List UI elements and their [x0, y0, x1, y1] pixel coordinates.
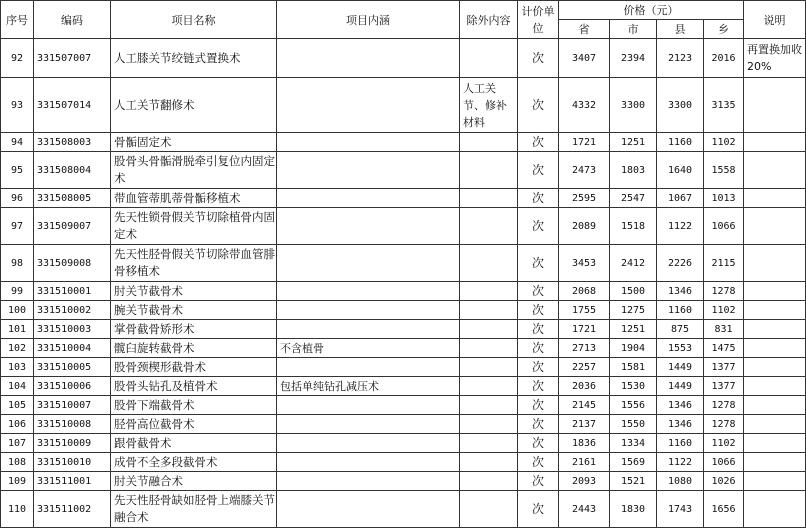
- row-code: 331510001: [34, 282, 111, 301]
- row-content: [277, 245, 460, 282]
- row-code: 331510008: [34, 415, 111, 434]
- row-price-city: 2547: [610, 189, 657, 208]
- row-name: 跟骨截骨术: [111, 434, 277, 453]
- row-price-prov: 2161: [559, 453, 610, 472]
- row-unit: 次: [518, 472, 559, 491]
- row-name: 先天性胫骨假关节切除带血管腓骨移植术: [111, 245, 277, 282]
- table-row: [1, 453, 806, 472]
- row-content: [277, 282, 460, 301]
- row-code: 331510009: [34, 434, 111, 453]
- row-note: [744, 434, 806, 453]
- row-name: 先天性锁骨假关节切除植骨内固定术: [111, 208, 277, 245]
- row-excluded: [460, 282, 518, 301]
- row-price-city: 1581: [610, 358, 657, 377]
- row-price-town: 1026: [704, 472, 744, 491]
- row-seq: 105: [1, 396, 34, 415]
- row-price-city: 1518: [610, 208, 657, 245]
- row-price-city: 1521: [610, 472, 657, 491]
- row-price-town: 1656: [704, 491, 744, 528]
- header-row: [1, 1, 806, 20]
- header-content: 项目内涵: [277, 1, 460, 39]
- row-note: [744, 491, 806, 528]
- row-code: 331511002: [34, 491, 111, 528]
- header-price-group: 价格（元）: [559, 1, 744, 20]
- table-row: [1, 282, 806, 301]
- row-excluded: [460, 320, 518, 339]
- row-price-county: 1122: [657, 208, 704, 245]
- table-row: [1, 396, 806, 415]
- table-row: [1, 189, 806, 208]
- row-price-prov: 4332: [559, 78, 610, 133]
- row-price-county: 1067: [657, 189, 704, 208]
- row-name: 骨骺固定术: [111, 133, 277, 152]
- header-seq: 序号: [1, 1, 34, 39]
- row-seq: 109: [1, 472, 34, 491]
- row-price-prov: 2257: [559, 358, 610, 377]
- header-prov: 省: [559, 20, 610, 39]
- row-code: 331509008: [34, 245, 111, 282]
- row-code: 331510010: [34, 453, 111, 472]
- table-row: [1, 491, 806, 528]
- row-name: 掌骨截骨矫形术: [111, 320, 277, 339]
- header-county: 县: [657, 20, 704, 39]
- table-row: [1, 472, 806, 491]
- table-row: [1, 301, 806, 320]
- row-price-city: 1550: [610, 415, 657, 434]
- row-price-county: 1640: [657, 152, 704, 189]
- table-row: [1, 377, 806, 396]
- row-price-city: 1803: [610, 152, 657, 189]
- row-price-city: 1530: [610, 377, 657, 396]
- row-price-town: 1013: [704, 189, 744, 208]
- table-row: [1, 339, 806, 358]
- row-content: [277, 189, 460, 208]
- row-seq: 94: [1, 133, 34, 152]
- row-price-prov: 2137: [559, 415, 610, 434]
- row-excluded: [460, 472, 518, 491]
- row-name: 人工关节翻修术: [111, 78, 277, 133]
- row-excluded: [460, 491, 518, 528]
- row-price-town: 1102: [704, 133, 744, 152]
- row-seq: 99: [1, 282, 34, 301]
- row-excluded: [460, 189, 518, 208]
- row-name: 股骨头钻孔及植骨术: [111, 377, 277, 396]
- table-row: [1, 358, 806, 377]
- row-unit: 次: [518, 282, 559, 301]
- row-unit: 次: [518, 453, 559, 472]
- row-price-town: 1278: [704, 282, 744, 301]
- row-price-town: 1278: [704, 396, 744, 415]
- row-code: 331508003: [34, 133, 111, 152]
- row-seq: 104: [1, 377, 34, 396]
- row-price-city: 1251: [610, 133, 657, 152]
- row-seq: 98: [1, 245, 34, 282]
- row-seq: 93: [1, 78, 34, 133]
- row-content: [277, 133, 460, 152]
- row-price-town: 1558: [704, 152, 744, 189]
- row-code: 331508005: [34, 189, 111, 208]
- row-content: [277, 301, 460, 320]
- row-content: [277, 358, 460, 377]
- row-unit: 次: [518, 39, 559, 78]
- row-price-town: 1102: [704, 434, 744, 453]
- row-seq: 110: [1, 491, 34, 528]
- row-name: 肘关节融合术: [111, 472, 277, 491]
- row-unit: 次: [518, 320, 559, 339]
- row-note: [744, 189, 806, 208]
- row-note: [744, 301, 806, 320]
- row-unit: 次: [518, 208, 559, 245]
- row-price-city: 1556: [610, 396, 657, 415]
- row-price-prov: 1721: [559, 133, 610, 152]
- header-excluded: 除外内容: [460, 1, 518, 39]
- row-note: [744, 133, 806, 152]
- row-note: [744, 78, 806, 133]
- row-excluded: 人工关节、修补材料: [460, 78, 518, 133]
- row-unit: 次: [518, 396, 559, 415]
- row-code: 331510002: [34, 301, 111, 320]
- row-price-county: 1122: [657, 453, 704, 472]
- row-content: [277, 472, 460, 491]
- row-unit: 次: [518, 491, 559, 528]
- row-price-county: 1449: [657, 377, 704, 396]
- row-price-prov: 2145: [559, 396, 610, 415]
- row-note: [744, 377, 806, 396]
- row-price-county: 1449: [657, 358, 704, 377]
- row-price-city: 1500: [610, 282, 657, 301]
- row-price-county: 1346: [657, 396, 704, 415]
- row-seq: 97: [1, 208, 34, 245]
- row-name: 人工膝关节绞链式置换术: [111, 39, 277, 78]
- row-content: [277, 152, 460, 189]
- row-note: [744, 320, 806, 339]
- row-price-county: 1346: [657, 282, 704, 301]
- table-row: [1, 208, 806, 245]
- row-note: [744, 208, 806, 245]
- row-price-county: 875: [657, 320, 704, 339]
- row-price-town: 1377: [704, 377, 744, 396]
- row-price-county: 1160: [657, 133, 704, 152]
- row-price-prov: 2443: [559, 491, 610, 528]
- table-body: [1, 39, 806, 528]
- row-note: [744, 415, 806, 434]
- row-price-county: 2123: [657, 39, 704, 78]
- row-excluded: [460, 377, 518, 396]
- row-code: 331510005: [34, 358, 111, 377]
- row-price-city: 1569: [610, 453, 657, 472]
- row-price-town: 3135: [704, 78, 744, 133]
- row-price-prov: 2473: [559, 152, 610, 189]
- row-note: [744, 396, 806, 415]
- row-code: 331510007: [34, 396, 111, 415]
- header-code: 编码: [34, 1, 111, 39]
- row-unit: 次: [518, 133, 559, 152]
- row-seq: 92: [1, 39, 34, 78]
- row-name: 胫骨高位截骨术: [111, 415, 277, 434]
- row-excluded: [460, 434, 518, 453]
- row-price-city: 1830: [610, 491, 657, 528]
- row-content: [277, 415, 460, 434]
- row-code: 331507014: [34, 78, 111, 133]
- row-name: 肘关节截骨术: [111, 282, 277, 301]
- row-content: [277, 208, 460, 245]
- row-price-prov: 2089: [559, 208, 610, 245]
- row-unit: 次: [518, 339, 559, 358]
- row-code: 331510003: [34, 320, 111, 339]
- row-content: 包括单纯钻孔减压术: [277, 377, 460, 396]
- row-price-town: 1475: [704, 339, 744, 358]
- row-code: 331509007: [34, 208, 111, 245]
- row-excluded: [460, 301, 518, 320]
- row-seq: 108: [1, 453, 34, 472]
- row-price-county: 1080: [657, 472, 704, 491]
- row-excluded: [460, 396, 518, 415]
- row-note: 再置换加收 20%: [744, 39, 806, 78]
- row-name: 先天性胫骨缺如胫骨上端膝关节融合术: [111, 491, 277, 528]
- row-name: 股骨下端截骨术: [111, 396, 277, 415]
- row-content: [277, 434, 460, 453]
- row-name: 腕关节截骨术: [111, 301, 277, 320]
- row-price-county: 3300: [657, 78, 704, 133]
- table-row: [1, 320, 806, 339]
- row-seq: 100: [1, 301, 34, 320]
- row-price-prov: 3407: [559, 39, 610, 78]
- row-note: [744, 282, 806, 301]
- row-price-city: 1251: [610, 320, 657, 339]
- table-row: [1, 415, 806, 434]
- row-price-town: 1377: [704, 358, 744, 377]
- row-code: 331510004: [34, 339, 111, 358]
- row-unit: 次: [518, 301, 559, 320]
- row-price-town: 1066: [704, 208, 744, 245]
- row-code: 331510006: [34, 377, 111, 396]
- row-price-prov: 2093: [559, 472, 610, 491]
- row-excluded: [460, 453, 518, 472]
- row-excluded: [460, 339, 518, 358]
- row-unit: 次: [518, 152, 559, 189]
- row-name: 股骨颈楔形截骨术: [111, 358, 277, 377]
- row-seq: 106: [1, 415, 34, 434]
- row-unit: 次: [518, 358, 559, 377]
- row-code: 331511001: [34, 472, 111, 491]
- row-seq: 107: [1, 434, 34, 453]
- row-name: 带血管蒂肌蒂骨骺移植术: [111, 189, 277, 208]
- table-row: [1, 434, 806, 453]
- row-note: [744, 472, 806, 491]
- row-note: [744, 245, 806, 282]
- header-note: 说明: [744, 1, 806, 39]
- table-row: [1, 152, 806, 189]
- row-code: 331508004: [34, 152, 111, 189]
- row-name: 髋臼旋转截骨术: [111, 339, 277, 358]
- row-price-town: 2016: [704, 39, 744, 78]
- row-seq: 96: [1, 189, 34, 208]
- row-price-county: 1160: [657, 434, 704, 453]
- table-row: [1, 133, 806, 152]
- row-price-town: 831: [704, 320, 744, 339]
- row-code: 331507007: [34, 39, 111, 78]
- row-content: [277, 396, 460, 415]
- row-price-prov: 1755: [559, 301, 610, 320]
- row-excluded: [460, 245, 518, 282]
- row-seq: 103: [1, 358, 34, 377]
- header-name: 项目名称: [111, 1, 277, 39]
- row-excluded: [460, 39, 518, 78]
- row-price-town: 1066: [704, 453, 744, 472]
- row-excluded: [460, 415, 518, 434]
- row-price-city: 1904: [610, 339, 657, 358]
- row-content: [277, 320, 460, 339]
- row-price-prov: 3453: [559, 245, 610, 282]
- row-price-county: 1346: [657, 415, 704, 434]
- row-seq: 101: [1, 320, 34, 339]
- row-content: 不含植骨: [277, 339, 460, 358]
- row-price-prov: 2595: [559, 189, 610, 208]
- row-price-prov: 2036: [559, 377, 610, 396]
- row-price-city: 2394: [610, 39, 657, 78]
- row-price-prov: 1721: [559, 320, 610, 339]
- header-unit: 计价单位: [518, 1, 559, 39]
- row-price-town: 2115: [704, 245, 744, 282]
- row-price-city: 3300: [610, 78, 657, 133]
- row-unit: 次: [518, 245, 559, 282]
- row-price-town: 1102: [704, 301, 744, 320]
- row-content: [277, 453, 460, 472]
- row-price-county: 2226: [657, 245, 704, 282]
- row-excluded: [460, 358, 518, 377]
- row-excluded: [460, 133, 518, 152]
- row-price-city: 1334: [610, 434, 657, 453]
- row-unit: 次: [518, 189, 559, 208]
- row-note: [744, 152, 806, 189]
- row-price-prov: 2068: [559, 282, 610, 301]
- header-town: 乡: [704, 20, 744, 39]
- row-price-city: 1275: [610, 301, 657, 320]
- row-unit: 次: [518, 434, 559, 453]
- row-seq: 95: [1, 152, 34, 189]
- row-content: [277, 78, 460, 133]
- row-unit: 次: [518, 377, 559, 396]
- row-name: 成骨不全多段截骨术: [111, 453, 277, 472]
- row-content: [277, 39, 460, 78]
- row-excluded: [460, 152, 518, 189]
- row-unit: 次: [518, 78, 559, 133]
- row-name: 股骨头骨骺滑脱牵引复位内固定术: [111, 152, 277, 189]
- row-price-prov: 2713: [559, 339, 610, 358]
- table-row: [1, 245, 806, 282]
- table-row: [1, 39, 806, 78]
- row-price-city: 2412: [610, 245, 657, 282]
- row-seq: 102: [1, 339, 34, 358]
- row-note: [744, 339, 806, 358]
- row-unit: 次: [518, 415, 559, 434]
- row-content: [277, 491, 460, 528]
- row-excluded: [460, 208, 518, 245]
- row-price-prov: 1836: [559, 434, 610, 453]
- row-price-county: 1743: [657, 491, 704, 528]
- row-price-county: 1553: [657, 339, 704, 358]
- header-city: 市: [610, 20, 657, 39]
- row-price-town: 1278: [704, 415, 744, 434]
- row-price-county: 1160: [657, 301, 704, 320]
- row-note: [744, 358, 806, 377]
- row-note: [744, 453, 806, 472]
- table-row: [1, 78, 806, 133]
